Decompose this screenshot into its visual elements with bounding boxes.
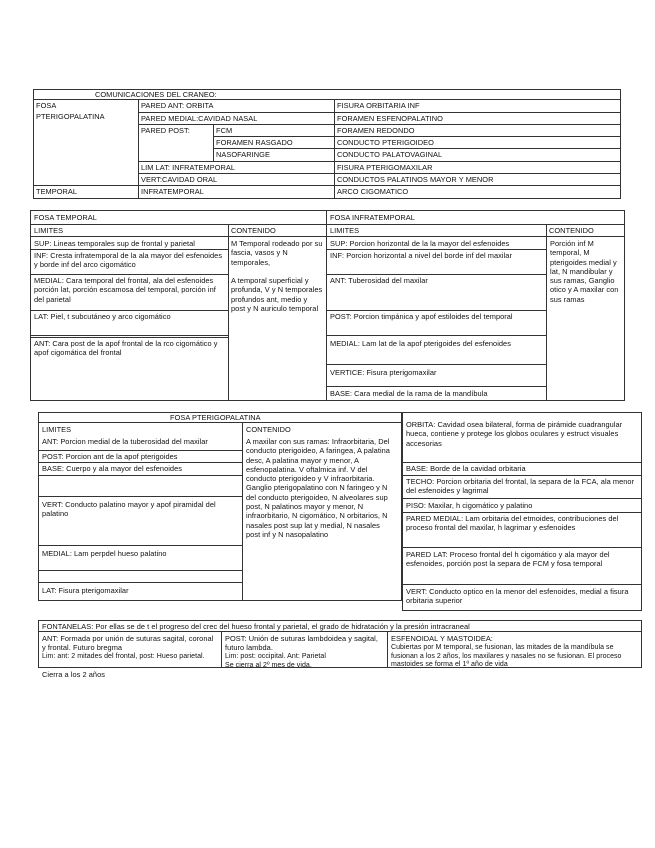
temporal-contenido-1: M Temporal rodeado por su fascia, vasos y N temporales, bbox=[231, 239, 323, 267]
temporal-medial: MEDIAL: Cara temporal del frontal, ala del esfenoides porción lat, porción escamosa del temporal, porción inf del parietal bbox=[34, 276, 216, 304]
conductos-palatinos: CONDUCTOS PALATINOS MAYOR Y MENOR bbox=[337, 175, 494, 184]
foramen-esfenopalatino: FORAMEN ESFENOPALATINO bbox=[337, 114, 443, 123]
pared-post: PARED POST: bbox=[141, 126, 190, 135]
infra-sup: SUP: Porcion horizontal de la la mayor del esfenoides bbox=[330, 239, 510, 248]
pared-medial: PARED MEDIAL:CAVIDAD NASAL bbox=[141, 114, 258, 123]
fontanela-post-2: Lim: post: occipital. Ant: Parietal bbox=[225, 653, 326, 660]
orbita-piso: PISO: Maxilar, h cigomático y palatino bbox=[406, 501, 533, 510]
fosa-temporal-title: FOSA TEMPORAL bbox=[34, 213, 97, 222]
fontanela-post-1: POST: Unión de suturas lambdoidea y sagital, futuro lambda. bbox=[225, 634, 378, 653]
orbita-techo: TECHO: Porcion orbitaria del frontal, la separa de la FCA, ala menor del esfenoides y lagrimal bbox=[406, 477, 635, 496]
fontanela-ant-2: Lim: ant: 2 mitades del frontal, post: Hueso parietal. bbox=[42, 653, 205, 660]
temporal-label: TEMPORAL bbox=[36, 187, 78, 196]
contenido-header-left: CONTENIDO bbox=[231, 226, 276, 235]
temporal-contenido-2: A temporal superficial y profunda, V y N temporales profundos ant, medio y post y N auriculo temporal bbox=[231, 276, 323, 313]
comunicaciones-table bbox=[33, 89, 621, 199]
pterigo-ant: ANT: Porcion medial de la tuberosidad del maxilar bbox=[42, 437, 208, 446]
infra-ant: ANT: Tuberosidad del maxilar bbox=[330, 276, 428, 285]
pared-ant: PARED ANT: ORBITA bbox=[141, 101, 214, 110]
temporal-sup: SUP: Lineas temporales sup de frontal y parietal bbox=[34, 239, 195, 248]
comunicaciones-title: COMUNICACIONES DEL CRANEO: bbox=[95, 90, 217, 99]
pterigo-limites-header: LIMITES bbox=[42, 425, 72, 434]
infratemporal: INFRATEMPORAL bbox=[141, 187, 204, 196]
limites-header-right: LIMITES bbox=[330, 226, 360, 235]
pterigo-post: POST: Porcion ant de la apof pterigoides bbox=[42, 452, 178, 461]
fontanela-ant-1: ANT: Formada por unión de suturas sagital, coronal y frontal. Futuro bregma bbox=[42, 634, 214, 653]
pterigo-title: FOSA PTERIGOPALATINA bbox=[170, 413, 261, 422]
infra-inf: INF: Porcion horizontal a nivel del borde inf del maxilar bbox=[330, 251, 512, 260]
limites-header-left: LIMITES bbox=[34, 226, 64, 235]
infra-post: POST: Porcion timpánica y apof estiloides del temporal bbox=[330, 312, 513, 321]
temporal-ant: ANT: Cara post de la apof frontal de la rco cigomático y apof cigomática del frontal bbox=[34, 339, 218, 358]
orbita-desc: ORBITA: Cavidad osea bilateral, forma de pirámide cuadrangular hueca, contiene y protege los globos oculares y estruct visuales accesorias bbox=[406, 420, 623, 448]
lim-lat: LIM LAT: INFRATEMPORAL bbox=[141, 163, 236, 172]
vert-oral: VERT:CAVIDAD ORAL bbox=[141, 175, 218, 184]
arco-cigomatico: ARCO CIGOMATICO bbox=[337, 187, 409, 196]
fontanela-esf-title: ESFENOIDAL Y MASTOIDEA: bbox=[391, 634, 493, 643]
pterigo-base: BASE: Cuerpo y ala mayor del esfenoides bbox=[42, 464, 182, 473]
foramen-rasgado: FORAMEN RASGADO bbox=[216, 138, 293, 147]
fosa-pterigo-label-2: PTERIGOPALATINA bbox=[36, 112, 105, 121]
fisura-pterigomaxilar: FISURA PTERIGOMAXILAR bbox=[337, 163, 433, 172]
orbita-base: BASE: Borde de la cavidad orbitaria bbox=[406, 464, 526, 473]
orbita-lat: PARED LAT: Proceso frontal del h cigomático y ala mayor del esfenoides, porción post la separa de FCM y fosa temporal bbox=[406, 550, 610, 569]
fontanela-esf-desc: Cubiertas por M temporal, se fusionan, las mitades de la mandíbula se fusionan a los 2 años, los maxilares y nasales no se fusionan. El proceso mastoides se forma el 1º año de vida bbox=[391, 644, 622, 669]
orbita-medial: PARED MEDIAL: Lam orbitaria del etmoides, contribuciones del proceso frontal del maxilar, h lagrimar y esfenoides bbox=[406, 514, 619, 533]
infra-base: BASE: Cara medial de la rama de la mandíbula bbox=[330, 389, 488, 398]
infra-vertice: VERTICE: Fisura pterigomaxilar bbox=[330, 368, 437, 377]
conducto-palatovaginal: CONDUCTO PALATOVAGINAL bbox=[337, 150, 443, 159]
pterigo-lat: LAT: Fisura pterigomaxilar bbox=[42, 586, 129, 595]
infra-contenido: Porción inf M temporal, M pterigoides medial y lat, N mandibular y sus ramas, Ganglio otico y A maxilar con sus ramas bbox=[550, 239, 619, 304]
infra-medial: MEDIAL: Lam lat de la apof pterigoides del esfenoides bbox=[330, 339, 511, 348]
orbita-vert: VERT: Conducto optico en la menor del esfenoides, medial a fisura orbitaria superior bbox=[406, 587, 629, 606]
temporal-lat: LAT: Piel, t subcutáneo y arco cigomático bbox=[34, 312, 171, 321]
pterigo-contenido-header: CONTENIDO bbox=[246, 425, 291, 434]
fosa-pterigo-label: FOSA bbox=[36, 101, 57, 110]
temporal-inf: INF: Cresta infratemporal de la ala mayor del esfenoides y borde inf del arco cigomático bbox=[34, 251, 223, 270]
foramen-redondo: FORAMEN REDONDO bbox=[337, 126, 415, 135]
nasofaringe: NASOFARINGE bbox=[216, 150, 270, 159]
pterigo-contenido: A maxilar con sus ramas: Infraorbitaria, Del conducto pterigoideo, A faringea, A palatina desc, A palatina mayor y menor, A esfenopalatina. V oftalmica inf. V del conducto pterigoideo y V infraorbitaria. Ganglio pterigopalatino con N faringeo y N del conducto pterigoideo, N alveolares sup post, N palatinos mayor y menor, N infraorbitario, N cigomático, N orbitarios, N nasales post sup lat y medial, N nasales post inf y N nasopalatino bbox=[246, 437, 390, 539]
fisura-orbitaria: FISURA ORBITARIA INF bbox=[337, 101, 420, 110]
fontanela-ant-3: Cierra a los 2 años bbox=[42, 670, 105, 679]
contenido-header-right: CONTENIDO bbox=[549, 226, 594, 235]
fosa-infra-title: FOSA INFRATEMPORAL bbox=[330, 213, 415, 222]
pterigo-vert: VERT: Conducto palatino mayor y apof piramidal del palatino bbox=[42, 500, 216, 519]
conducto-pterigoideo: CONDUCTO PTERIGOIDEO bbox=[337, 138, 434, 147]
fontanelas-title: FONTANELAS: Por ellas se de t el progreso del crec del hueso frontal y parietal, el grado de hidratación y la presión intracraneal bbox=[42, 622, 470, 631]
fontanela-post-3: Se cierra al 2º mes de vida. bbox=[225, 662, 312, 669]
fcm: FCM bbox=[216, 126, 233, 135]
pterigo-medial: MEDIAL: Lam perpdel hueso palatino bbox=[42, 549, 167, 558]
